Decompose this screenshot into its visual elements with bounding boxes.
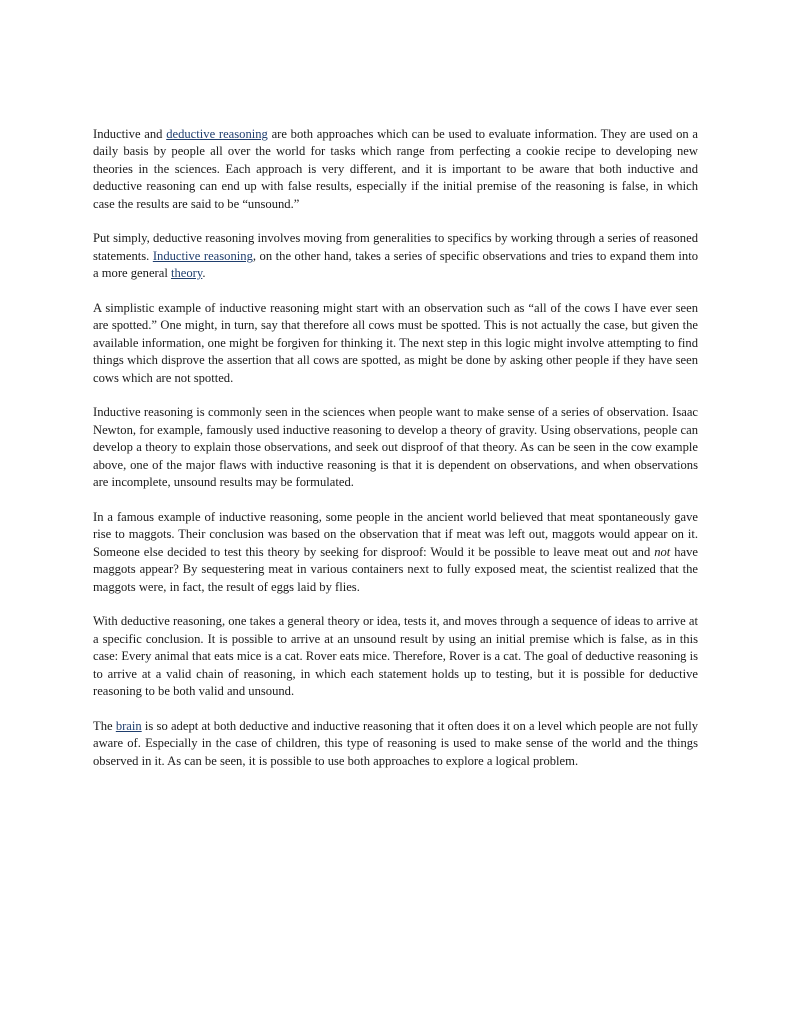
paragraph-4 [93,404,698,491]
paragraph-7-text-2: is so adept at both deductive and inductive reasoning that it often does it on a level which people are not fully aware of. Especially in the case of children, this type of reasoning is used to make sense of the world and the things observed in it. As can be seen, it is possible to use both approaches to explore a logical problem. [93,718,698,768]
paragraph-4-text: Inductive reasoning is commonly seen in the sciences when people want to make sense of a series of observation. Isaac Newton, for example, famously used inductive reasoning to develop a theory of gravity. Using observations, people can develop a theory to explain those observations, and seek out disproof of that theory. As can be seen in the cow example above, one of the major flaws with inductive reasoning is that it is dependent on observations, and when observations are incomplete, unsound results may be formulated. [93,405,698,490]
paragraph-5-text-1: In a famous example of inductive reasoning, some people in the ancient world believed that meat spontaneously gave rise to maggots. Their conclusion was based on the observation that if meat was left out, maggots would appear on it. Someone else decided to test this theory by seeking for disproof: Would it be possible to leave meat out and [93,509,698,559]
paragraph-7 [93,718,698,770]
paragraph-1-text-2: are both approaches which can be used to evaluate information. They are used on a daily basis by people all over the world for tasks which range from perfecting a cookie recipe to developing new theories in the sciences. Each approach is very different, and it is important to be aware that both inductive and deductive reasoning can end up with false results, especially if the initial premise of the reasoning is false, in which case the results are said to be “unsound.” [93,127,698,211]
link-theory[interactable]: theory [170,266,203,281]
paragraph-5-text-2: have maggots appear? By sequestering meat in various containers next to fully exposed meat, the scientist realized that the maggots were, in fact, the result of eggs laid by flies. [93,544,698,594]
paragraph-5 [93,509,698,596]
paragraph-2-text-1: Put simply, deductive reasoning involves moving from generalities to specifics by working through a series of reasoned statements. [93,231,698,263]
paragraph-1 [93,126,698,213]
paragraph-7-text-1: The [93,718,116,733]
paragraph-2-text-2: , on the other hand, takes a series of specific observations and tries to expand them into a more general [93,248,698,281]
link-brain[interactable]: brain [115,718,142,733]
document-body [93,126,698,787]
paragraph-3 [93,300,698,387]
paragraph-1-text-1: Inductive and [93,127,167,141]
paragraph-5-italic-not: not [654,544,671,559]
link-deductive-reasoning[interactable]: deductive reasoning [166,127,268,141]
paragraph-3-text: A simplistic example of inductive reasoning might start with an observation such as “all of the cows I have ever seen are spotted.” One might, in turn, say that therefore all cows must be spotted. This is not actually the case, but given the available information, one might be forgiven for thinking it. The next step in this logic might involve attempting to find things which disprove the assertion that all cows are spotted, as might be done by asking other people if they have seen cows which are not spotted. [93,301,698,385]
paragraph-2 [93,230,698,282]
paragraph-6 [93,613,698,700]
paragraph-2-text-3: . [202,266,206,281]
link-inductive-reasoning[interactable]: Inductive reasoning [152,248,253,263]
paragraph-6-text: With deductive reasoning, one takes a general theory or idea, tests it, and moves through a sequence of ideas to arrive at a specific conclusion. It is possible to arrive at an unsound result by using an initial premise which is false, as in this case: Every animal that eats mice is a cat. Rover eats mice. Therefore, Rover is a cat. The goal of deductive reasoning is to arrive at a valid chain of reasoning, in which each statement holds up to testing, but it is possible for deductive reasoning to be both valid and unsound. [93,614,698,698]
